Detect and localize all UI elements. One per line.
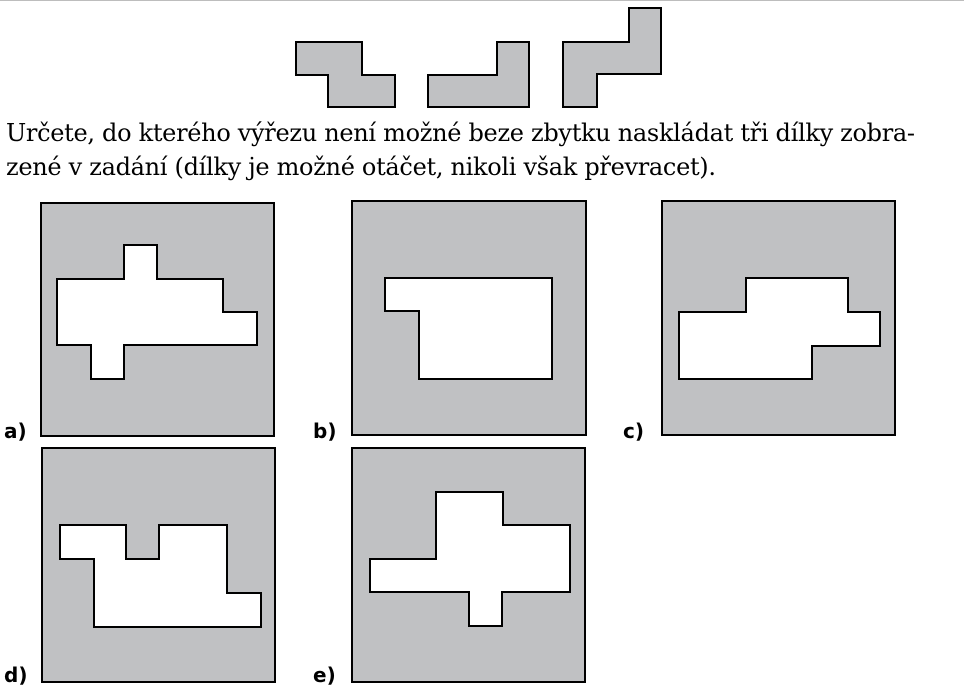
question-text bbox=[6, 116, 961, 184]
option-b-label[interactable]: b) bbox=[313, 419, 337, 443]
question-line-2: zené v zadání (dílky je možné otáčet, nikoli však převracet). bbox=[6, 153, 716, 181]
option-e-figure[interactable] bbox=[351, 447, 587, 684]
option-c-figure[interactable] bbox=[661, 200, 897, 437]
option-a-figure[interactable] bbox=[40, 202, 276, 438]
puzzle-pieces bbox=[0, 0, 964, 112]
option-d-figure[interactable] bbox=[41, 447, 277, 684]
option-c-label[interactable]: c) bbox=[623, 419, 644, 443]
piece-l-shape bbox=[428, 42, 529, 107]
option-b-figure[interactable] bbox=[351, 200, 588, 437]
question-line-1: Určete, do kterého výřezu není možné beze zbytku naskládat tři dílky zobra- bbox=[6, 119, 915, 147]
option-a-label[interactable]: a) bbox=[4, 419, 27, 443]
option-e-label[interactable]: e) bbox=[313, 663, 336, 687]
option-d-label[interactable]: d) bbox=[4, 663, 28, 687]
piece-z-shape bbox=[563, 8, 661, 107]
piece-s-shape bbox=[296, 42, 395, 107]
